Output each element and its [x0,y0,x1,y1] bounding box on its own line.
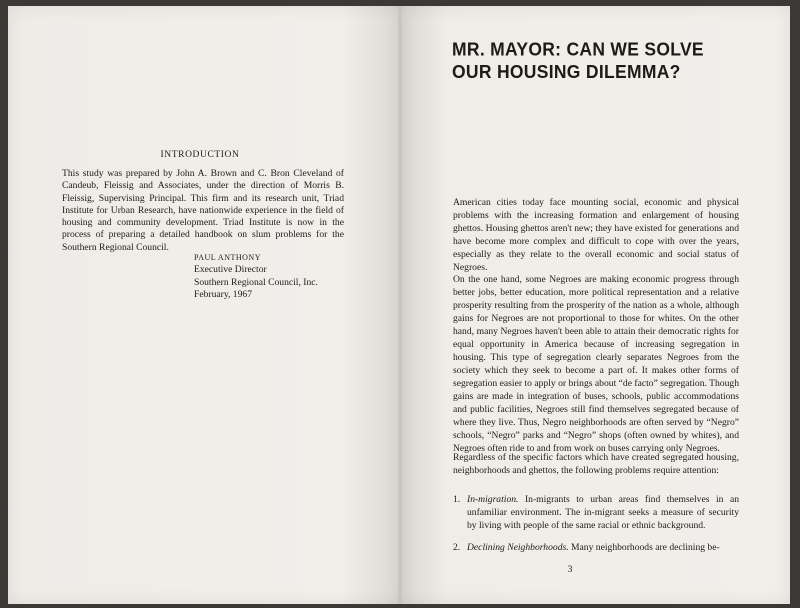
introduction-heading: INTRODUCTION [160,150,240,160]
left-page [8,6,400,604]
list-item-number: 2. [453,542,461,553]
list-item [453,541,739,554]
book-gutter [398,6,402,604]
list-item-text: In-migrants to urban areas find themselves in an unfamiliar environment. The in-migrant seeks a measure of security by living with people of the same racial or ethnic background. [467,494,739,531]
page-number: 3 [567,564,573,575]
signature-block [194,252,374,301]
paragraph-2: On the one hand, some Negroes are making economic progress through better jobs, better education, more political representation and a relative prosperity resulting from the prosperity of the nation as a whole, although gains for Negroes are not proportional to those for whites. On the other hand, many Negroes haven't been able to attain their democratic rights for equal opportunity in America because of increasing segregation in housing. This type of segregation clearly separates Negroes from the society which they seek to become a part of. It makes other forms of segregation easier to apply or brings about “de facto” segregation. Though gains are made in integration of buses, schools, public accommodations and public facilities, Negroes still find themselves segregated because of where they live. Thus, Negro neighborhoods are often served by “Negro” schools, “Negro” parks and “Negro” shops (often owned by whites), and Negroes often ride to and from work on buses carrying only Negroes. [453,274,739,454]
list-item-term: In-migration. [467,494,519,505]
list-item-text: Many neighborhoods are declining be- [568,542,720,553]
paragraph-3: Regardless of the specific factors which have created segregated housing, neighborhoods and ghettos, the following problems require attention: [453,452,739,476]
paragraph-1: American cities today face mounting social, economic and physical problems with the increasing formation and enlargement of housing ghettos. Housing ghettos aren't new; they have existed for generations and have become more complex and difficult to cope with over the years, especially as they relate to the overall economic and social status of Negroes. [453,197,739,273]
list-item-term: Declining Neighborhoods. [467,542,569,553]
headline-line-1: MR. MAYOR: CAN WE SOLVE [452,38,704,60]
list-item [453,493,739,532]
signatory-organization: Southern Regional Council, Inc. [194,276,318,288]
signature-date: February, 1967 [194,288,252,300]
article-headline [452,38,752,83]
list-item-number: 1. [453,494,461,505]
headline-line-2: OUR HOUSING DILEMMA? [452,60,681,83]
signatory-name: PAUL ANTHONY [194,253,261,262]
signatory-title: Executive Director [194,264,267,276]
introduction-paragraph: This study was prepared by John A. Brown and C. Bron Cleveland of Candeub, Fleissig and Associates, under the direction of Morris B. Fleissig, Supervising Principal. This firm and its research unit, Triad Institute for Urban Research, have nationwide experience in the field of housing and community development. Triad Institute is now in the process of preparing a detailed handbook on slum problems for the Southern Regional Council. [62,168,344,253]
